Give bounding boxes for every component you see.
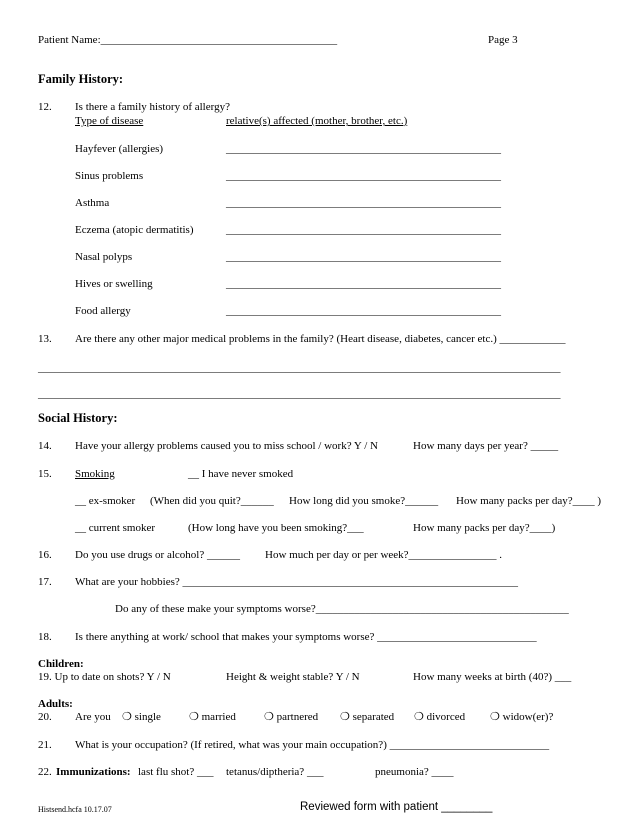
option-label: single	[134, 711, 161, 723]
q12-text: Is there a family history of allergy?	[75, 101, 230, 113]
q21-text[interactable]: What is your occupation? (If retired, what was your main occupation?) _____________________________	[75, 739, 550, 751]
adults-title: Adults:	[38, 698, 73, 710]
current-smoker-option[interactable]: __ current smoker	[75, 522, 156, 534]
q14-days-field[interactable]: How many days per year? _____	[413, 440, 559, 452]
tetanus-field[interactable]: tetanus/diptheria? ___	[226, 766, 324, 778]
q14-number: 14.	[38, 440, 52, 452]
col-header-relative: relative(s) affected (mother, brother, etc.)	[226, 115, 408, 127]
option-label: separated	[352, 711, 395, 723]
relative-input-line[interactable]: __________________________________________________	[226, 224, 501, 236]
q15-number: 15.	[38, 468, 52, 480]
quit-field[interactable]: (When did you quit?______	[150, 495, 274, 507]
relative-input-line[interactable]: __________________________________________________	[226, 305, 501, 317]
q16-text[interactable]: Do you use drugs or alcohol? ______	[75, 549, 240, 561]
widower-option[interactable]	[490, 711, 553, 724]
q17-text[interactable]: What are your hobbies? _____________________________________________________________	[75, 576, 519, 588]
form-id: Histsend.hcfa 10.17.07	[38, 805, 112, 814]
q17-number: 17.	[38, 576, 52, 588]
radio-icon[interactable]: ❍	[264, 711, 274, 723]
separated-option[interactable]	[340, 711, 394, 724]
partnered-option[interactable]	[264, 711, 318, 724]
q13-extra-line-2[interactable]: _______________________________________________________________________________________________	[38, 388, 561, 400]
q13-text[interactable]: Are there any other major medical problems in the family? (Heart disease, diabetes, cancer etc.) ____________	[75, 333, 566, 345]
divorced-option[interactable]	[414, 711, 465, 724]
q19-birth-field[interactable]: How many weeks at birth (40?) ___	[413, 671, 572, 683]
reviewed-field[interactable]: Reviewed form with patient ________	[300, 801, 493, 813]
option-label: widow(er)?	[502, 711, 554, 723]
radio-icon[interactable]: ❍	[189, 711, 199, 723]
q19-text[interactable]: 19. Up to date on shots? Y / N	[38, 671, 171, 683]
radio-icon[interactable]: ❍	[340, 711, 350, 723]
q13-number: 13.	[38, 333, 52, 345]
q22-number: 22.	[38, 766, 52, 778]
radio-icon[interactable]: ❍	[414, 711, 424, 723]
q16-number: 16.	[38, 549, 52, 561]
disease-label: Hives or swelling	[75, 278, 153, 290]
disease-label: Asthma	[75, 197, 110, 209]
q20-text: Are you	[75, 711, 111, 723]
patient-name-field[interactable]: Patient Name:___________________________________________	[38, 34, 338, 46]
q19-height-field[interactable]: Height & weight stable? Y / N	[226, 671, 360, 683]
social-history-title: Social History:	[38, 411, 118, 425]
relative-input-line[interactable]: __________________________________________________	[226, 251, 501, 263]
q18-number: 18.	[38, 631, 52, 643]
q20-number: 20.	[38, 711, 52, 723]
packs-ex-field[interactable]: How many packs per day?____ )	[456, 495, 602, 507]
children-title: Children:	[38, 658, 84, 670]
how-long-smoke-field[interactable]: How long did you smoke?______	[289, 495, 439, 507]
flu-shot-field[interactable]: last flu shot? ___	[138, 766, 214, 778]
page-number: Page 3	[488, 34, 518, 46]
single-option[interactable]	[122, 711, 161, 724]
pneumonia-field[interactable]: pneumonia? ____	[375, 766, 454, 778]
q15-label: Smoking	[75, 468, 115, 480]
disease-label: Hayfever (allergies)	[75, 143, 164, 155]
q18-text[interactable]: Is there anything at work/ school that makes your symptoms worse? _____________________________	[75, 631, 537, 643]
q17-worse-field[interactable]: Do any of these make your symptoms worse?______________________________________________	[115, 603, 569, 615]
q16-how-much-field[interactable]: How much per day or per week?________________ .	[265, 549, 503, 561]
how-long-been-field[interactable]: (How long have you been smoking?___	[188, 522, 364, 534]
col-header-disease: Type of disease	[75, 115, 144, 127]
packs-current-field[interactable]: How many packs per day?____)	[413, 522, 556, 534]
option-label: divorced	[426, 711, 466, 723]
married-option[interactable]	[189, 711, 236, 724]
option-label: partnered	[276, 711, 319, 723]
relative-input-line[interactable]: __________________________________________________	[226, 197, 501, 209]
family-history-title: Family History:	[38, 72, 124, 86]
disease-label: Food allergy	[75, 305, 131, 317]
ex-smoker-option[interactable]: __ ex-smoker	[75, 495, 136, 507]
disease-label: Nasal polyps	[75, 251, 133, 263]
disease-label: Eczema (atopic dermatitis)	[75, 224, 194, 236]
relative-input-line[interactable]: __________________________________________________	[226, 170, 501, 182]
q12-number: 12.	[38, 101, 52, 113]
relative-input-line[interactable]: __________________________________________________	[226, 278, 501, 290]
relative-input-line[interactable]: __________________________________________________	[226, 143, 501, 155]
disease-label: Sinus problems	[75, 170, 144, 182]
q21-number: 21.	[38, 739, 52, 751]
q13-extra-line-1[interactable]: _______________________________________________________________________________________________	[38, 362, 561, 374]
immunizations-label: Immunizations:	[56, 766, 131, 778]
radio-icon[interactable]: ❍	[122, 711, 132, 723]
never-smoked-option[interactable]: __ I have never smoked	[188, 468, 294, 480]
option-label: married	[201, 711, 236, 723]
q14-text[interactable]: Have your allergy problems caused you to miss school / work? Y / N	[75, 440, 378, 452]
radio-icon[interactable]: ❍	[490, 711, 500, 723]
